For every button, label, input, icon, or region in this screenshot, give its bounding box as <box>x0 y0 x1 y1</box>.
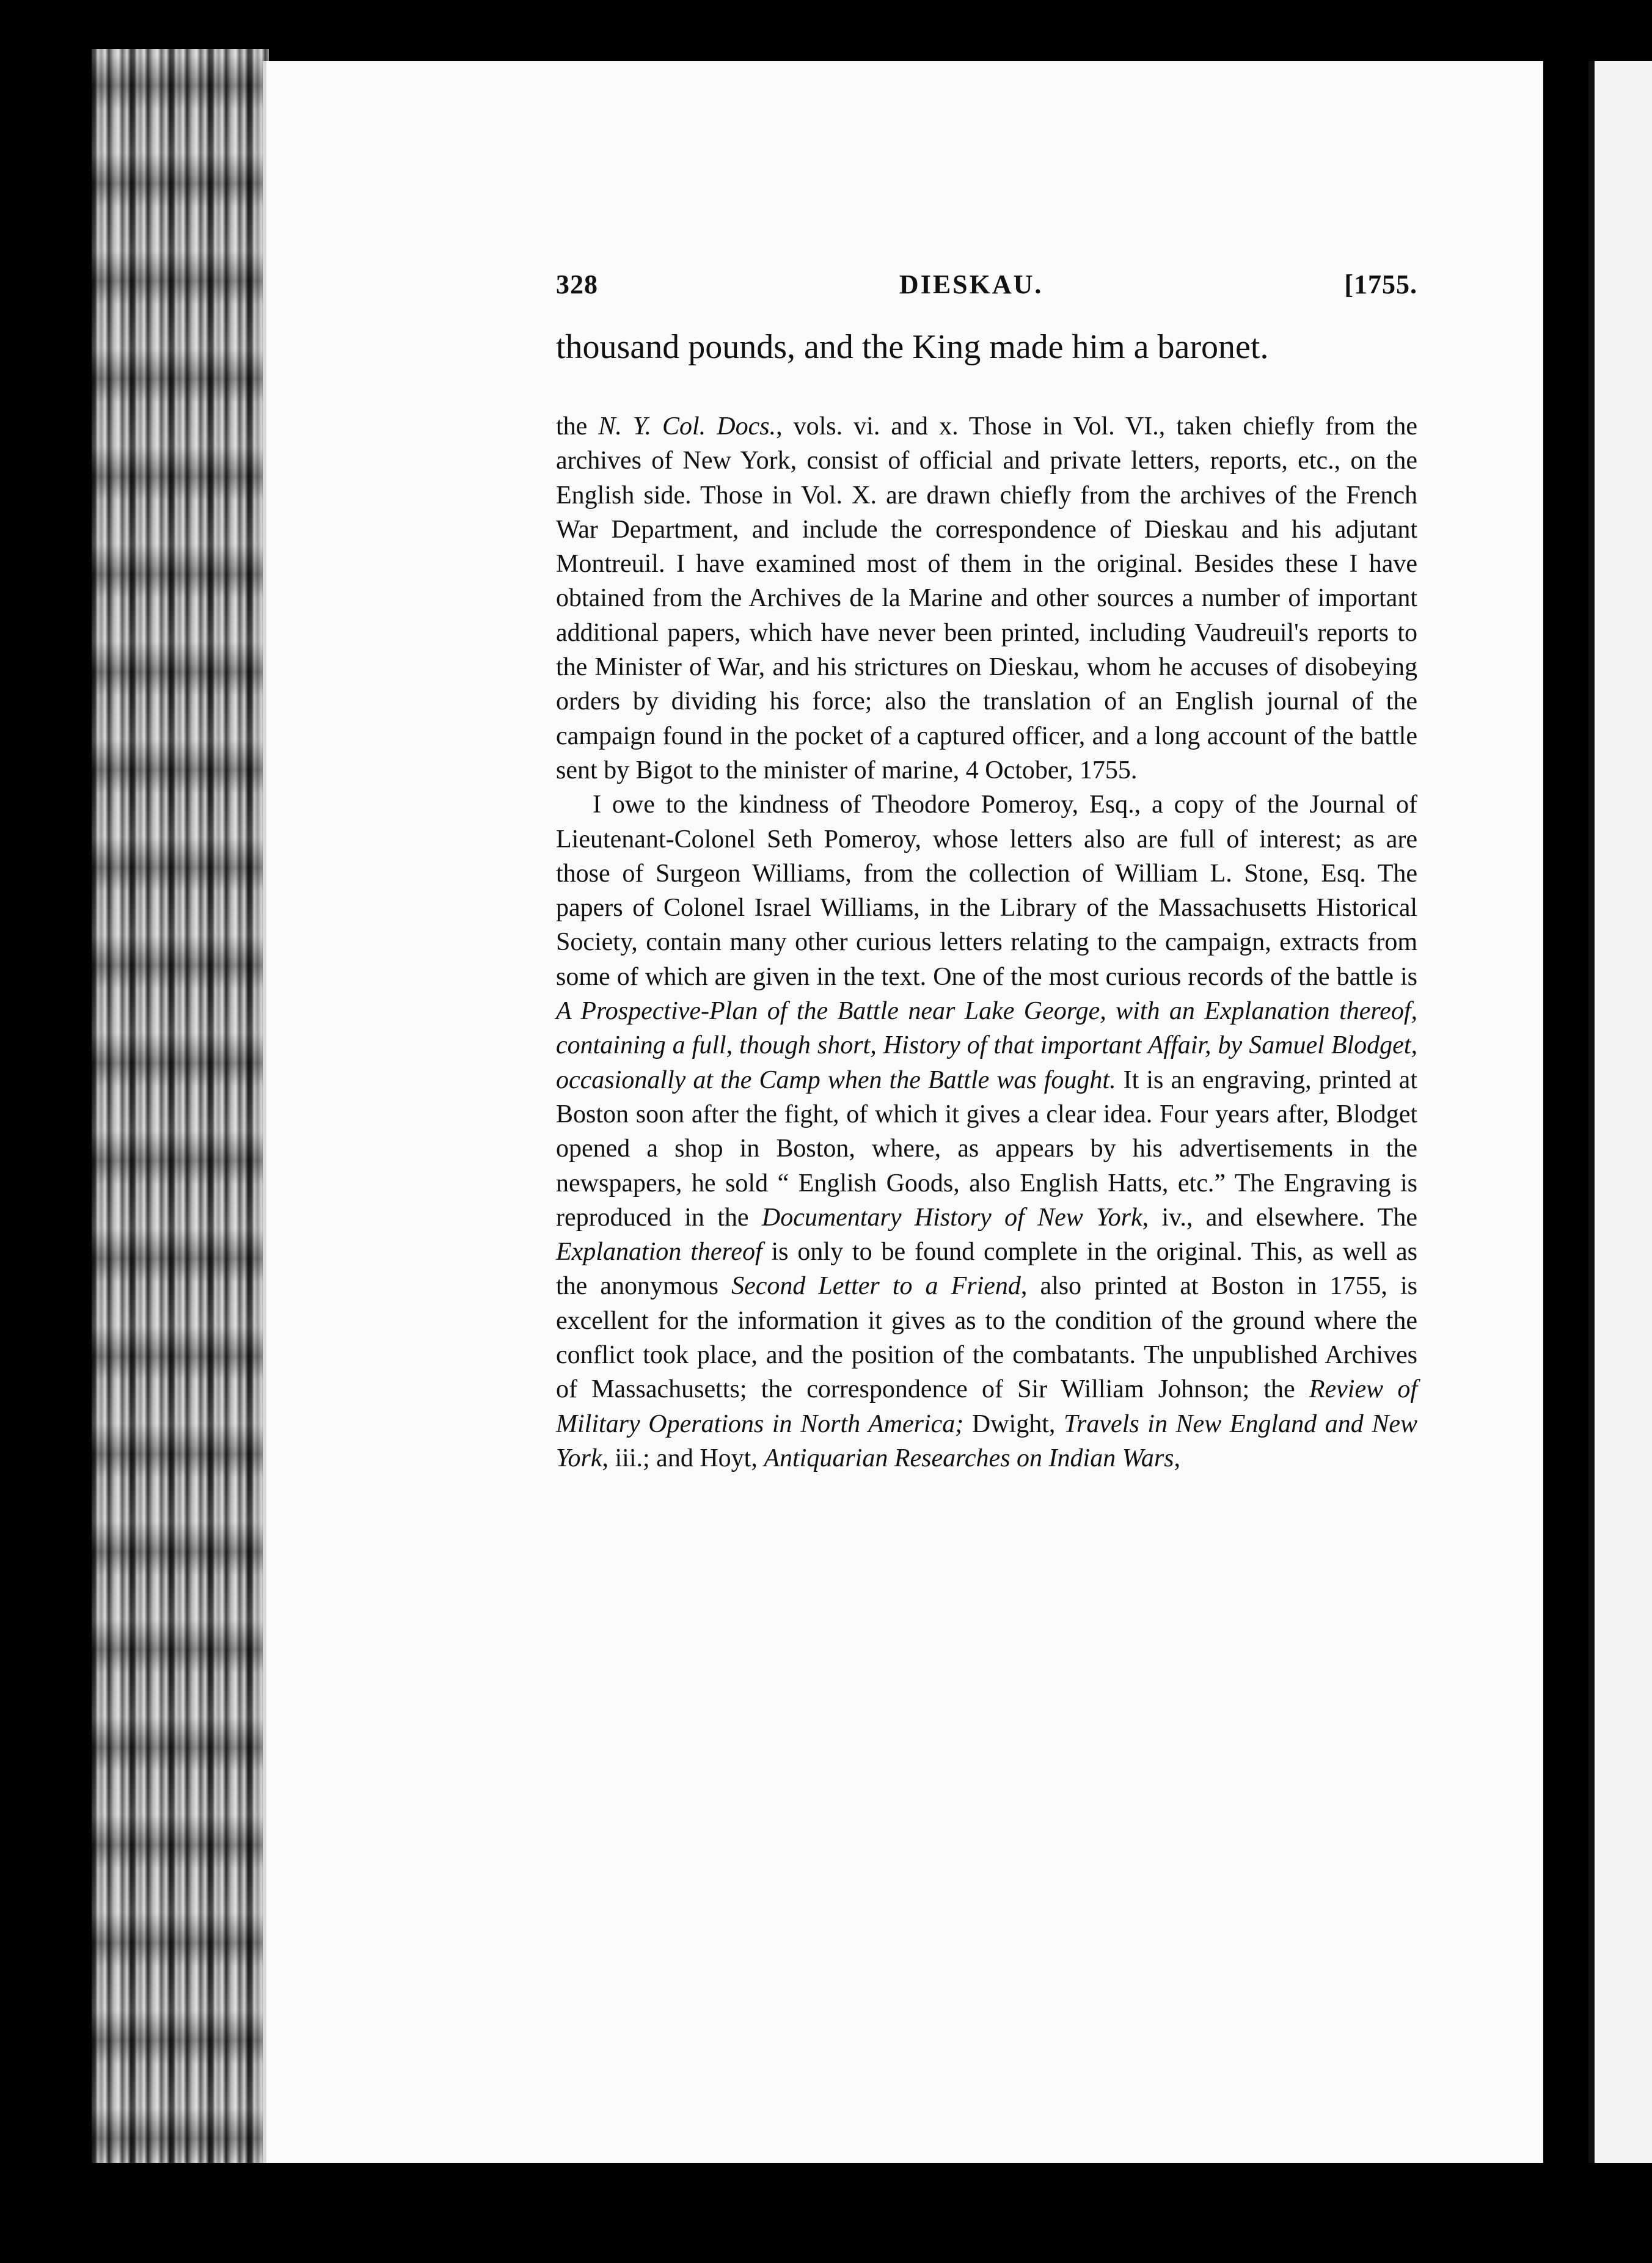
book-spine-shading <box>92 49 269 2163</box>
body-text: thousand pounds, and the King made him a baronet. <box>556 328 1269 366</box>
running-year: [1755. <box>1344 269 1417 299</box>
note-italic-title: Second Letter to a Friend <box>731 1272 1021 1301</box>
note-paragraph-1 <box>556 409 1417 788</box>
running-head <box>556 269 1417 312</box>
note-paragraph-2 <box>556 788 1417 1475</box>
note-text: , iv., and elsewhere. The <box>1142 1203 1417 1232</box>
page-text-block <box>556 269 1417 1475</box>
note-text: It is an engraving, printed at Boston soon after the fight, of which it gives a clear idea. Four years after, Blodget opened a shop in Boston, where, as appears by his advertisements in the newspapers, he sold “ English Goods, also English Hatts, etc.” The Engraving is reproduced in the <box>556 1066 1417 1232</box>
note-text: is only to be found complete in the original. This, as well as the anonymous <box>556 1238 1417 1301</box>
note-text: I owe to the kindness of Theodore Pomeroy, Esq., a copy of the Journal of Lieutenant-Colonel Seth Pomeroy, whose letters also are full of interest; as are those of Surgeon Williams, from the collection of William L. Stone, Esq. The papers of Colonel Israel Williams, in the Library of the Massachusetts Historical Society, contain many other curious letters relating to the campaign, extracts from some of which are given in the text. One of the most curious records of the battle is <box>556 791 1417 991</box>
page-number: 328 <box>556 269 598 299</box>
note-italic-title: Travels in New England and New York <box>556 1409 1418 1472</box>
footnotes <box>556 409 1417 1475</box>
facing-page-edge <box>1588 61 1652 2163</box>
note-italic-title: Documentary History of New York <box>761 1203 1142 1232</box>
note-italic-title: Review of Military Operations in North America; <box>556 1375 1417 1438</box>
note-text: Dwight, <box>963 1409 1064 1438</box>
note-text: , <box>1174 1444 1181 1472</box>
note-italic-title: A Prospective-Plan of the Battle near Lake George, with an Explanation thereof, containing a full, though short, History of that important Affair, by Samuel Blodget, occasionally at the Camp when the Battle was fought. <box>556 997 1417 1094</box>
running-title: DIESKAU. <box>899 269 1043 299</box>
note-italic-title: N. Y. Col. Docs. <box>598 412 777 441</box>
note-text: the <box>556 412 599 441</box>
note-italic-title: Antiquarian Researches on Indian Wars <box>764 1444 1174 1472</box>
note-text: , also printed at Boston in 1755, is excellent for the information it gives as to the condition of the ground where the conflict took place, and the position of the combatants. The unpublished Archives of Massachusetts; the correspondence of Sir William Johnson; the <box>556 1272 1417 1404</box>
note-text: , vols. vi. and x. Those in Vol. VI., taken chiefly from the archives of New York, consist of official and private letters, reports, etc., on the English side. Those in Vol. X. are drawn chiefly from the archives of the French War Department, and include the correspondence of Dieskau and his adjutant Montreuil. I have examined most of them in the original. Besides these I have obtained from the Archives de la Marine and other sources a number of important additional papers, which have never been printed, including Vaudreuil's reports to the Minister of War, and his strictures on Dieskau, whom he accuses of disobeying orders by dividing his force; also the translation of an English journal of the campaign found in the pocket of a captured officer, and a long account of the battle sent by Bigot to the minister of marine, 4 October, 1755. <box>556 412 1417 784</box>
note-text: , iii.; and Hoyt, <box>602 1444 764 1472</box>
note-italic-title: Explanation thereof <box>556 1238 762 1267</box>
